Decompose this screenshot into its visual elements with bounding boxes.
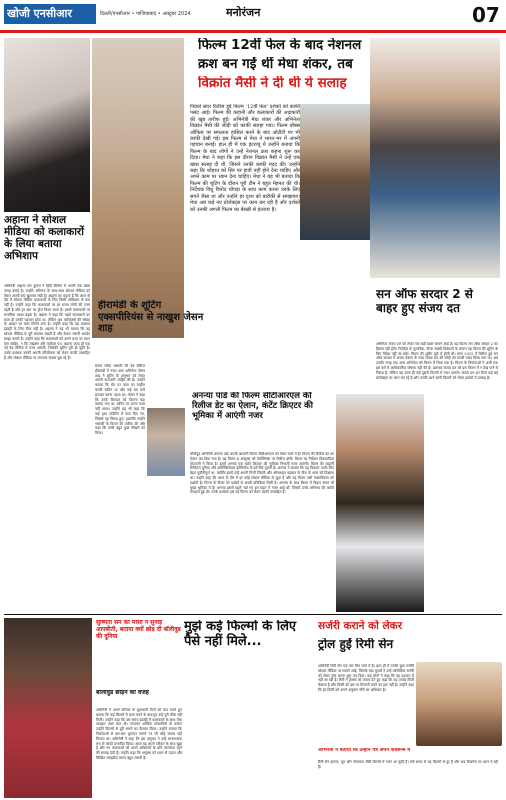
header-red-bar — [0, 30, 506, 33]
sanjay-body: अभिनेता संजय दत्त को लेकर एक बड़ी खबर सामने आई है। वह फिल्म सन ऑफ सरदार 2 का हिस्सा नहीं होंगे। रिपोर्ट्स के मुताबिक, वीजा संबंधी दिक्कतों के कारण वह फिल्म की शूटिंग के लिए विदेश नहीं जा सके। फिल्म की शूटिंग यूके में होनी थी। साल 2012 में रिलीज हुई सन ऑफ सरदार में अजय देवगन के साथ संजय दत्त की जोड़ी को काफी पसंद किया गया था। अब उनकी जगह एक अन्य अभिनेता को फिल्म में लिया गया है। फिल्म के निर्माताओं ने अभी तक इस बारे में आधिकारिक घोषणा नहीं की है। प्रशंसक संजय दत्त को इस फिल्म में न देख पाने से निराश हैं, लेकिन वह जल्द ही कई दूसरी फिल्मों में नजर आएंगे। संजय दत्त इन दिनों कई बड़े प्रोजेक्ट्स पर काम कर रहे हैं और उनकी आने वाली फिल्मों को लेकर दर्शकों में उत्साह है। — [376, 342, 498, 380]
bottom-left-intro: सुष्मिता सेन की मौसी ने सुनाई आपबीती, बताया क्यों छोड़ दी बॉलीवुड की दुनिया — [96, 620, 181, 640]
dateline: दिल्ली/एनसीआर • गाजियाबाद • अक्टूबर 2024 — [100, 11, 191, 17]
brand-box — [4, 4, 96, 24]
bottom-left-headline-box — [184, 620, 316, 674]
section-divider — [4, 614, 502, 615]
rimi-body: अभिनेत्री रिमी सेन एक बार फिर चर्चा में हैं। हाल ही में उनकी कुछ तस्वीरें सोशल मीडिया पर सामने आईं, जिसके बाद यूजर्स ने उन्हें कॉस्मेटिक सर्जरी को लेकर ट्रोल करना शुरू कर दिया। कई लोगों ने कहा कि वह पहचान में नहीं आ रही हैं। रिमी ने ट्रोलर्स को जवाब देते हुए कहा कि यह उनका निजी फैसला है और किसी को इस पर टिप्पणी करने का हक नहीं है। उन्होंने कहा कि हर किसी को अपने अनुसार जीने का अधिकार है। — [318, 664, 414, 692]
sanjay-headline: सन ऑफ सरदार 2 से बाहर हुए संजय दत — [376, 288, 473, 315]
rimi-subhead: अभिनेत्री ने बताया कि उन्होंने पत्र अपने कौसिन्स में — [318, 748, 411, 753]
bottom-left-photo — [4, 618, 92, 798]
bottom-left-headline: मुझे कई फिल्मों के लिए पैसे नहीं मिले... — [184, 620, 297, 649]
lead-body-cont — [190, 232, 300, 342]
ahana-headline-box — [4, 214, 90, 282]
ananya-headline: अनन्या पांडे की फिल्म सीटीआरएल की रिलीज डेट का ऐलान, कंटेंट क्रिएटर की भूमिका में आएंगी नजर — [192, 392, 313, 421]
page-number: 07 — [472, 3, 500, 27]
ananya-photo — [336, 394, 424, 612]
sanjay-headline-box — [376, 288, 498, 340]
brand-name: खोजी एनसीआर — [7, 7, 72, 20]
lead-body: पिछले साल रिलीज हुई फिल्म '12वीं फेल' दर्शकों को काफी पसंद आई। फिल्म की कहानी और कलाकारों की अदाकारी की खूब तारीफ हुई। अभिनेत्री मेधा शंकर और अभिनेता विक्रांत मैसी की जोड़ी को काफी सराहा गया। फिल्म बॉक्स ऑफिस पर सफलता हासिल करने के बाद ओटीटी पर भी काफी देखी गई। इस फिल्म से मेधा ने भारत-भर में अपनी पहचान बनाई। हाल ही में एक इंटरव्यू में उन्होंने बताया कि फिल्म के बाद लोगों ने उन्हें नेशनल क्रश कहना शुरू कर दिया। मेधा ने कहा कि इस दौरान विक्रांत मैसी ने उन्हें एक खास सलाह दी थी, जिसने उनकी काफी मदद की। उन्होंने कहा कि शोहरत को सिर पर हावी नहीं होने देना चाहिए और अपने काम पर ध्यान देना चाहिए। मेधा ने यह भी बताया कि फिल्म की शूटिंग के दौरान पूरी टीम ने बहुत मेहनत की थी। निर्देशक विधु विनोद चोपड़ा के साथ काम करना उनके लिए सपने जैसा था और उन्होंने हर दृश्य को बारीकी से समझाया। मेधा अब कई नए प्रोजेक्ट्स पर काम कर रही हैं और दर्शकों को उनकी अगली फिल्म का बेसब्री से इंतजार है। — [190, 104, 300, 213]
bottom-left-subhead: बॉलीवुड छोड़ने की वजह — [96, 690, 149, 696]
jason-photo — [147, 408, 185, 476]
section-name: मनोरंजन — [226, 6, 261, 19]
ahana-photo — [4, 38, 90, 212]
rimi-headline-line1: सर्जरी कराने को लेकर — [318, 620, 403, 632]
masthead — [0, 0, 506, 34]
vikrant-photo — [300, 104, 370, 240]
sanjay-photo — [370, 38, 500, 278]
vikrant-caption — [300, 242, 370, 312]
bottom-left-body: अभिनेत्री ने अपने करियर के शुरुआती दिनों को याद करते हुए बताया कि कई फिल्मों में काम करने के बावजूद उन्हें पूरी फीस नहीं मिली। उन्होंने कहा कि उस समय इंडस्ट्री में कलाकारों के साथ ऐसा व्यवहार आम बात थी। लगातार आर्थिक परेशानियों के कारण उन्होंने फिल्मों से दूरी बनाने का फैसला किया। उन्होंने बताया कि निर्माताओं से बार-बार भुगतान मांगने पर भी कोई जवाब नहीं मिलता था। अभिनेत्री ने कहा कि इस अनुभव ने उन्हें भावनात्मक रूप से काफी प्रभावित किया। आज वह अपने परिवार के साथ खुश हैं और नए कलाकारों को अपने अधिकारों के प्रति जागरूक रहने की सलाह देती हैं। उन्होंने कहा कि अनुबंध को ध्यान से पढ़ना और लिखित समझौता करना बहुत जरूरी है। — [96, 708, 182, 760]
medha-photo — [92, 38, 184, 338]
rimi-headline-line2: ट्रोल हुईं रिमी सेन — [318, 638, 394, 651]
ananya-body: बॉलीवुड अभिनेत्री अनन्या पांडे अपनी आगामी फिल्म सीटीआरएल को लेकर चर्चा में हैं। फिल्म की रिलीज डेट का ऐलान कर दिया गया है। यह फिल्म 4 अक्टूबर को नेटफ्लिक्स पर रिलीज होगी। फिल्म का निर्देशन विक्रमादित्य मोटवानी ने किया है। इसमें अनन्या एक कंटेंट क्रिएटर की भूमिका निभाती नजर आएंगी। फिल्म की कहानी डिजिटल दुनिया और आर्टिफिशियल इंटेलिजेंस के इर्द-गिर्द घूमती है। अनन्या ने बताया कि यह किरदार उनके लिए बेहद चुनौतीपूर्ण था, क्योंकि इसमें उन्हें अपनी निजी जिंदगी और ऑनलाइन पहचान के बीच के अंतर को दिखाना था। उन्होंने कहा कि आज के दौर में हर कोई सोशल मीडिया से जुड़ा है और यह फिल्म उसी वास्तविकता को दर्शाती है। फिल्म के टीजर को दर्शकों से अच्छी प्रतिक्रिया मिली है। अनन्या के साथ फिल्म में विहान समत भी मुख्य भूमिका में हैं। अनन्या इससे पहले 'खो गए हम कहां' में नजर आई थीं, जिसमें उनके अभिनय की काफी सराहना हुई थी। उनके प्रशंसक इस नई फिल्म को लेकर काफी उत्साहित हैं। — [190, 452, 334, 495]
ahana-headline: अहाना ने सोशल मीडिया को कलाकारों के लिया बताया अभिशाप — [4, 214, 84, 263]
ahana-body: अभिनेत्री अहाना एस कुमरा ने हिंदी सिनेमा में अपनी एक खास जगह बनाई है। उन्होंने अभिनय के साथ-साथ सोशल मीडिया को लेकर अपनी राय खुलकर रखी है। अहाना का कहना है कि आज के दौर में सोशल मीडिया कलाकारों के लिए किसी अभिशाप से कम नहीं है। उन्होंने कहा कि कलाकारों पर हर समय लोगों की नजर रहती है और हर बात पर ट्रोल किया जाता है। इससे कलाकारों पर मानसिक दबाव बढ़ता है। अहाना ने कहा कि पहले कलाकारों का काम ही उनकी पहचान होता था, लेकिन अब फॉलोअर्स की संख्या के आधार पर काम मिलने लगा है। उन्होंने कहा कि यह बदलाव इंडस्ट्री के लिए ठीक नहीं है। अहाना ने यह भी बताया कि वह सोशल मीडिया से दूरी बनाकर रखती हैं और केवल जरूरी अपडेट साझा करती हैं। उन्होंने कहा कि कलाकारों को अपने काम पर ध्यान देना चाहिए, न कि लाइक्स और कमेंट्स पर। अहाना जल्द ही एक नई वेब सीरीज में नजर आएंगी, जिसकी शूटिंग पूरी हो चुकी है। उनके प्रशंसक उनकी अगली परियोजना को लेकर काफी उत्साहित हैं और सोशल मीडिया पर लगातार सवाल पूछ रहे हैं। — [4, 284, 90, 360]
ananya-headline-box — [192, 392, 334, 450]
jason-body: संजय लीला भंसाली की वेब सीरीज हीरामंडी में नजर आए अभिनेता जेसन शाह ने शूटिंग के अनुभव को लेकर अपनी नाराजगी जाहिर की है। उन्होंने बताया कि सेट पर काम का माहौल काफी कठिन था और कई बार घंटों इंतजार करना पड़ता था। जेसन ने कहा कि उनके किरदार को जितना बड़ा बताया गया था, स्क्रीन पर उतना नजर नहीं आया। उन्होंने यह भी कहा कि कई दृश्य एडिटिंग में काट दिए गए, जिससे वह निराश हुए। हालांकि उन्होंने भंसाली के विजन की तारीफ की और कहा कि उनसे बहुत कुछ सीखने को मिला। — [95, 364, 145, 436]
rimi-photo — [416, 662, 502, 746]
page-number-box — [470, 2, 504, 28]
rimi-headline-box — [318, 620, 448, 660]
lead-headline-line1: फिल्म 12वीं फेल के बाद नेशनल — [198, 38, 362, 53]
lead-headline-line3: विक्रांत मैसी ने दी थी ये सलाह — [198, 76, 347, 91]
bottom-left-body-cont — [184, 678, 316, 798]
rimi-sub-body: रिमी सेन हंगामा, धूम और गोलमाल जैसी फिल्मों में नजर आ चुकी हैं। लंबे समय से वह फिल्मों से दूर हैं और अब बिजनेस पर ध्यान दे रही हैं। — [318, 760, 498, 769]
lead-headline-line2: क्रश बन गईं थीं मेधा शंकर, तब — [198, 57, 353, 72]
jason-headline: हीरामंडी के शूटिंग एक्सपीरियंस से नाखुश जेसन शाह — [98, 300, 204, 334]
